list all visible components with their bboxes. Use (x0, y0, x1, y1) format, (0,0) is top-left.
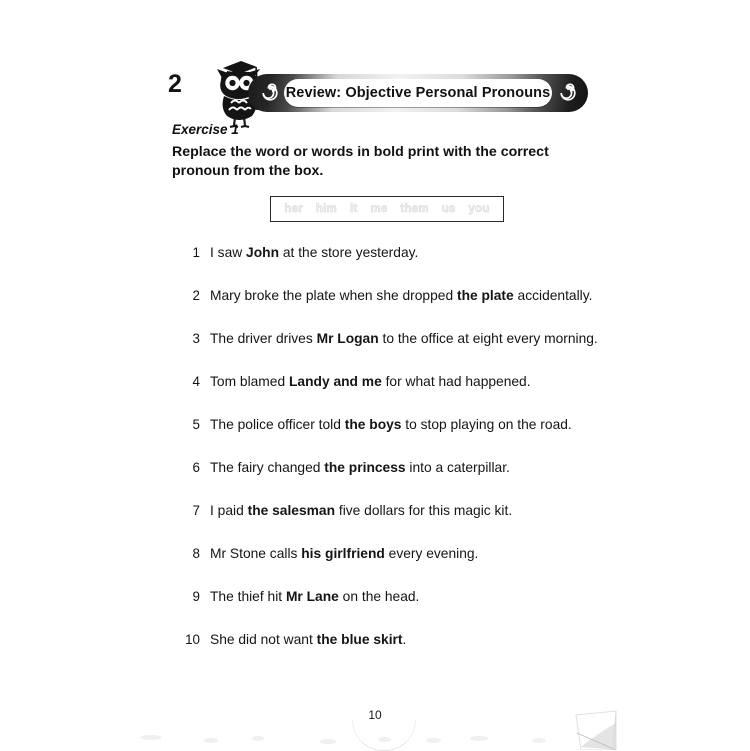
question-text-before: I saw (210, 245, 247, 260)
question-row (172, 589, 612, 632)
exercise-heading: Exercise 1 (172, 122, 239, 137)
question-row (172, 460, 612, 503)
question-number: 4 (192, 374, 200, 389)
question-bold-phrase: the boys (344, 417, 402, 432)
question-row (172, 245, 612, 288)
question-number: 6 (192, 460, 200, 475)
question-text-before: The police officer told (210, 417, 345, 432)
question-text-before: Mr Stone calls (210, 546, 302, 561)
question-number: 2 (192, 288, 200, 303)
question-number: 5 (192, 417, 200, 432)
question-text-before: Mary broke the plate when she dropped (210, 288, 457, 303)
question-text-after: on the head. (338, 589, 420, 604)
spiral-icon-right (558, 83, 578, 103)
question-row (172, 331, 612, 374)
word-box-item: me (370, 203, 388, 215)
question-bold-phrase: his girlfriend (301, 546, 385, 561)
question-text-before: The thief hit (210, 589, 286, 604)
question-text-before: Tom blamed (210, 374, 289, 389)
question-text-after: five dollars for this magic kit. (335, 503, 513, 518)
question-text (210, 374, 531, 390)
question-bold-phrase: Mr Logan (316, 331, 379, 346)
question-text-before: She did not want (210, 632, 317, 647)
question-bold-phrase: the blue skirt (316, 632, 403, 647)
question-number: 3 (192, 331, 200, 346)
question-text-after: . (402, 632, 407, 647)
banner-title: Review: Objective Personal Pronouns (285, 85, 551, 101)
scan-smudge-artifacts (140, 733, 610, 749)
question-row (172, 374, 612, 417)
question-row (172, 546, 612, 589)
question-text-after: accidentally. (513, 288, 593, 303)
question-row (172, 417, 612, 460)
word-box-item: them (400, 203, 429, 215)
question-bold-phrase: Landy and me (288, 374, 382, 389)
question-text (210, 331, 598, 347)
word-box-item: you (468, 203, 490, 215)
page-header (0, 28, 750, 108)
question-text (210, 503, 512, 519)
question-text-after: every evening. (384, 546, 479, 561)
question-text-after: to stop playing on the road. (401, 417, 572, 432)
word-box-item: her (284, 203, 303, 215)
question-text-after: to the office at eight every morning. (378, 331, 598, 346)
question-number: 8 (192, 546, 200, 561)
exercise-instructions: Replace the word or words in bold print with the correct pronoun from the box. (172, 144, 549, 179)
question-number: 7 (192, 503, 200, 518)
question-bold-phrase: the princess (324, 460, 406, 475)
word-box-item: us (441, 203, 456, 215)
question-text (210, 460, 510, 476)
page-number: 10 (368, 708, 382, 722)
question-text-before: I paid (210, 503, 248, 518)
question-text-after: for what had happened. (381, 374, 531, 389)
chapter-number: 2 (168, 70, 182, 98)
question-row (172, 503, 612, 546)
section-banner (248, 74, 588, 112)
word-box-item: him (315, 203, 337, 215)
question-bold-phrase: the salesman (247, 503, 336, 518)
question-text (210, 245, 418, 261)
spiral-icon-left (260, 83, 280, 103)
pronoun-word-box (270, 196, 504, 222)
question-bold-phrase: Mr Lane (285, 589, 339, 604)
question-number: 1 (192, 245, 200, 260)
question-number: 10 (185, 632, 200, 647)
question-text-before: The fairy changed (210, 460, 325, 475)
word-box-item: it (349, 203, 358, 215)
question-text (210, 417, 572, 433)
question-list (172, 245, 612, 675)
question-bold-phrase: the plate (456, 288, 514, 303)
question-text (210, 288, 592, 304)
question-text (210, 546, 478, 562)
banner-title-pill (284, 79, 552, 107)
question-row (172, 288, 612, 331)
question-text (210, 632, 406, 648)
question-text-before: The driver drives (210, 331, 317, 346)
question-text (210, 589, 419, 605)
question-number: 9 (192, 589, 200, 604)
question-text-after: into a caterpillar. (405, 460, 510, 475)
question-bold-phrase: John (246, 245, 280, 260)
question-row (172, 632, 612, 675)
question-text-after: at the store yesterday. (279, 245, 419, 260)
